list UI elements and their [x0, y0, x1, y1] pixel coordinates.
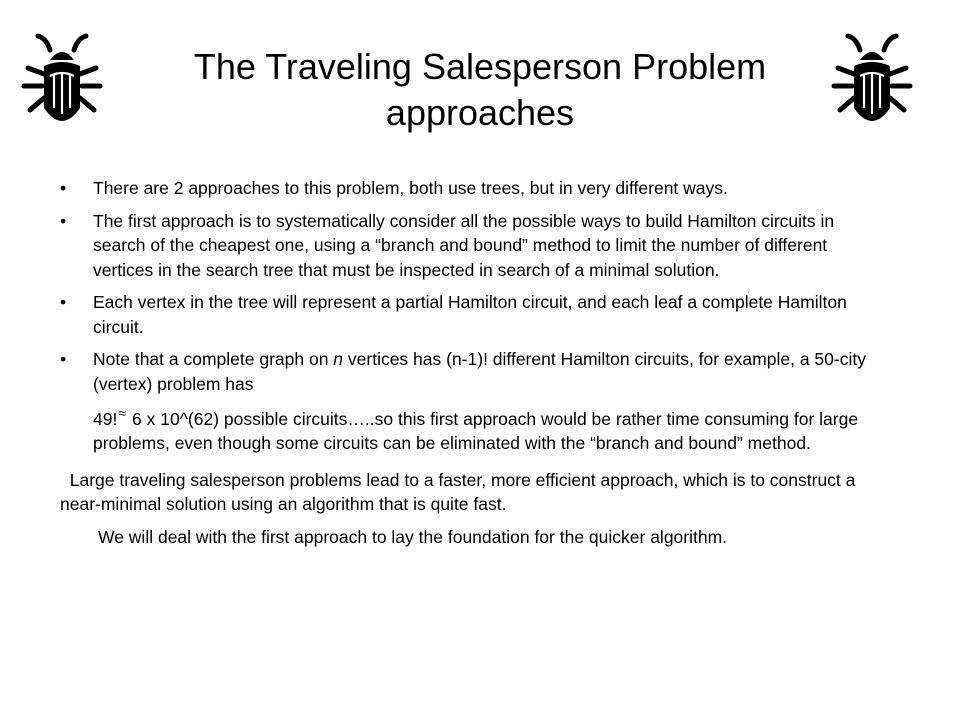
bullet-continuation	[60, 406, 880, 456]
beetle-icon	[20, 30, 104, 130]
slide-title: The Traveling Salesperson Problem approaches	[193, 46, 767, 133]
bullet-marker: •	[60, 178, 67, 198]
bullet-text: Each vertex in the tree will represent a partial Hamilton circuit, and each leaf a complete Hamilton circuit.	[93, 292, 847, 337]
paragraph-text: We will deal with the first approach to lay the foundation for the quicker algorithm.	[98, 526, 728, 547]
bullet-text: The first approach is to systematically consider all the possible ways to build Hamilton circuits in search of the cheapest one, using a “branch and bound” method to limit the number of different vertices in the search tree that must be inspected in search of a minimal solution.	[93, 210, 835, 280]
bullet-item	[60, 347, 880, 396]
approx-symbol: ≈	[118, 405, 127, 421]
factorial-value: 49!	[93, 408, 118, 429]
bullet-item	[60, 209, 880, 283]
bullet-text-after: vertices has (n-1)! different Hamilton circuits, for example, a 50-city (vertex) problem has	[93, 349, 866, 394]
slide-body	[60, 176, 880, 549]
bullet-text	[93, 349, 866, 394]
bullet-text: There are 2 approaches to this problem, both use trees, but in very different ways.	[93, 178, 728, 198]
paragraph-text: Large traveling salesperson problems lead to a faster, more efficient approach, which is to construct a near-minimal solution using an algorithm that is quite fast.	[60, 469, 861, 515]
bullet-item	[60, 290, 880, 339]
continuation-text: 6 x 10^(62) possible circuits…..so this first approach would be rather time consuming for large problems, even though some circuits can be eliminated with the “branch and bound” method.	[93, 408, 859, 454]
bullet-marker: •	[60, 349, 67, 369]
paragraph-faster-approach	[60, 468, 880, 517]
bullet-text-before: Note that a complete graph on	[93, 349, 334, 369]
bullet-marker: •	[60, 210, 67, 231]
paragraph-first-approach	[60, 525, 880, 550]
bullet-marker: •	[60, 292, 67, 312]
variable-n: n	[333, 349, 344, 369]
bullet-item	[60, 176, 880, 201]
